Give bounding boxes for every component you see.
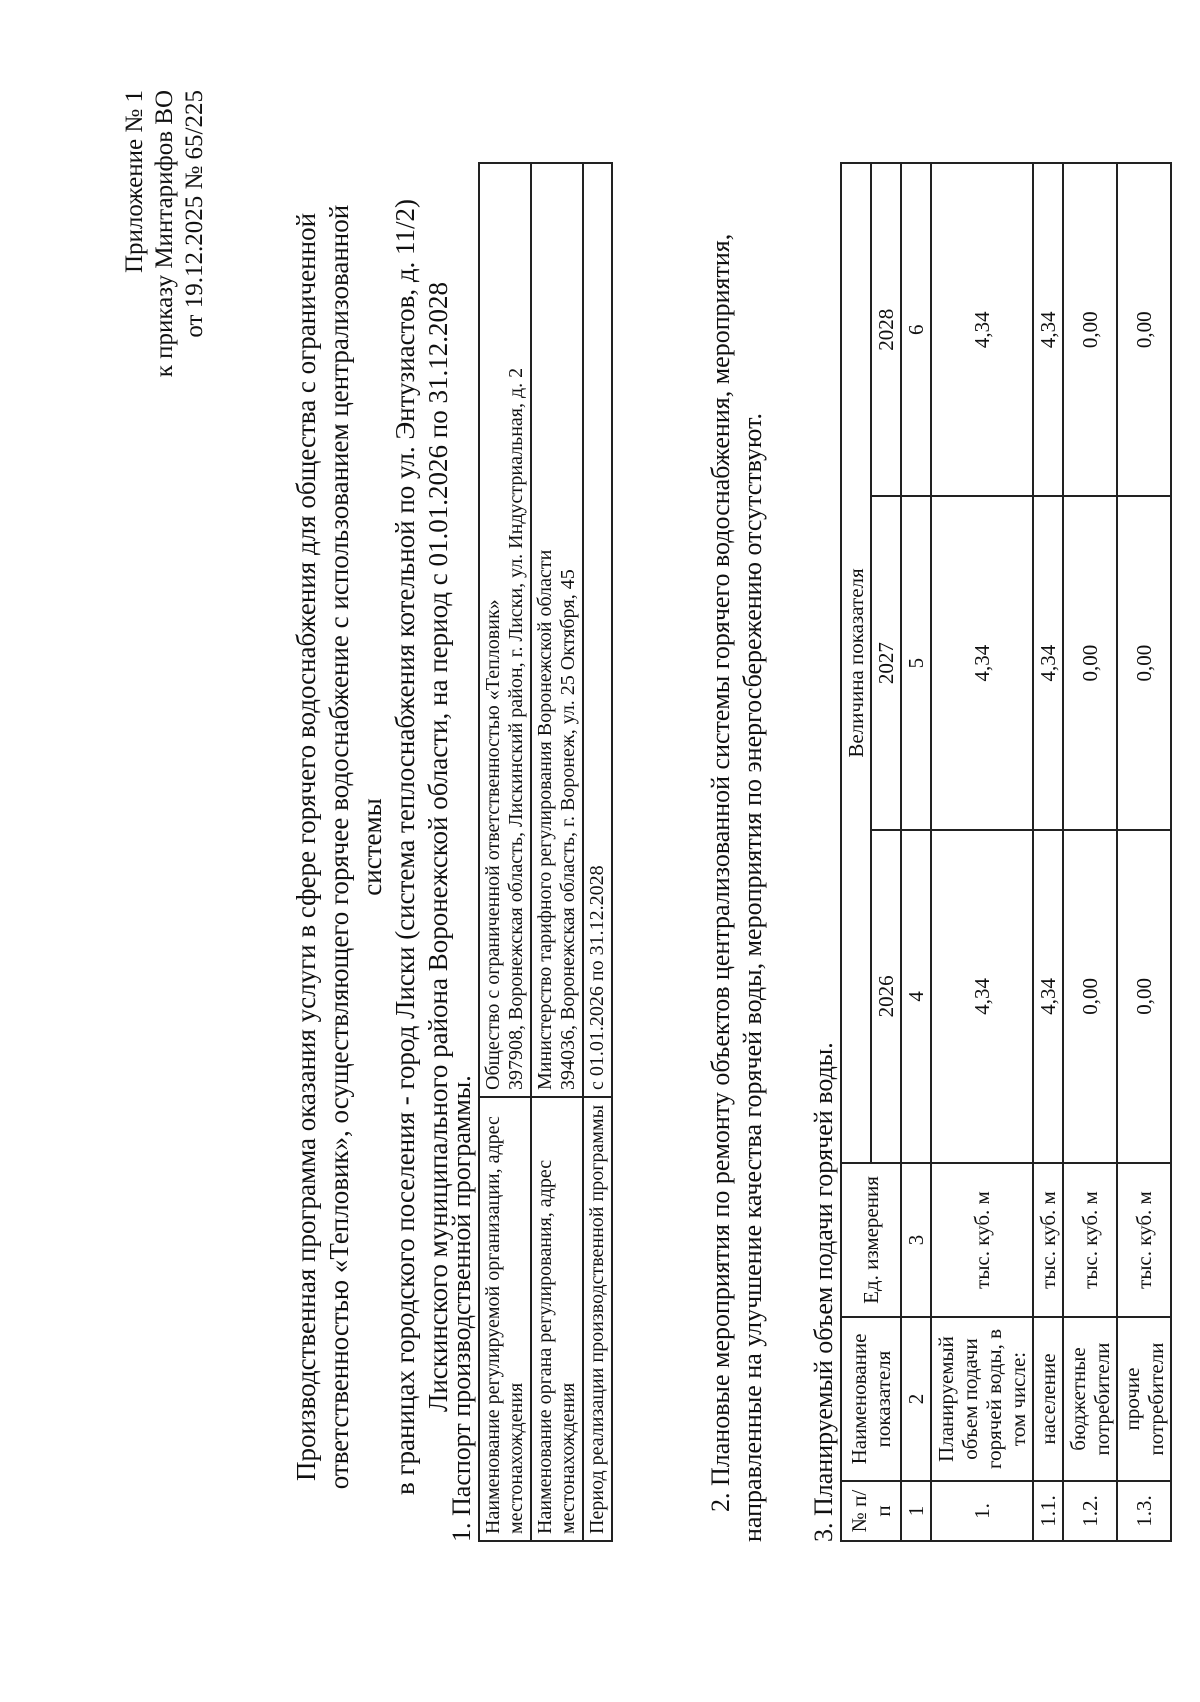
header-year: 2026 <box>871 830 901 1163</box>
row-value: 4,34 <box>1033 163 1063 496</box>
table-row <box>931 163 1033 1541</box>
passport-value-line: с 01.01.2026 по 31.12.2028 <box>586 865 608 1090</box>
volume-table <box>840 162 1172 1542</box>
passport-value-line: 394036, Воронежская область, г. Воронеж, ул. 25 Октября, 45 <box>557 569 579 1090</box>
passport-value <box>583 163 612 1097</box>
row-value: 4,34 <box>1033 496 1063 829</box>
row-value: 0,00 <box>1063 830 1117 1163</box>
row-value: 4,34 <box>931 163 1033 496</box>
row-num: 1. <box>931 1481 1033 1541</box>
passport-value-line: Министерство тарифного регулирования Воронежской области <box>534 549 556 1090</box>
table-row <box>1117 163 1171 1541</box>
table-row <box>583 163 612 1541</box>
row-value: 4,34 <box>1033 830 1063 1163</box>
row-unit: тыс. куб. м <box>931 1163 1033 1317</box>
col-number: 1 <box>901 1481 931 1541</box>
passport-label: Период реализации производственной программы <box>583 1097 612 1541</box>
row-name: население <box>1033 1317 1063 1481</box>
row-name: Планируемый объем подачи горячей воды, в том числе: <box>931 1317 1033 1481</box>
passport-label: Наименование регулируемой организации, адрес местонахождения <box>479 1097 531 1541</box>
row-unit: тыс. куб. м <box>1033 1163 1063 1317</box>
row-num: 1.1. <box>1033 1481 1063 1541</box>
header-name: Наименование показателя <box>841 1317 901 1481</box>
table-row <box>1063 163 1117 1541</box>
passport-table <box>478 162 613 1542</box>
section1-heading: 1. Паспорт производственной программы. <box>447 1075 476 1542</box>
row-value: 4,34 <box>931 830 1033 1163</box>
col-number: 3 <box>901 1163 931 1317</box>
appendix-line-3: от 19.12.2025 № 65/225 <box>181 90 208 338</box>
title-line-2: ответственностью «Тепловик», осуществляющего горячее водоснабжение с использованием централизованной системы <box>324 204 387 1490</box>
row-name: прочие потребители <box>1117 1317 1171 1481</box>
row-value: 4,34 <box>931 496 1033 829</box>
passport-value-line: Общество с ограниченной ответственностью «Тепловик» <box>482 599 504 1090</box>
row-value: 0,00 <box>1117 163 1171 496</box>
header-value-group: Величина показателя <box>841 163 871 1163</box>
row-unit: тыс. куб. м <box>1063 1163 1117 1317</box>
column-number-row <box>901 163 931 1541</box>
header-year: 2027 <box>871 496 901 829</box>
col-number: 2 <box>901 1317 931 1481</box>
col-number: 5 <box>901 496 931 829</box>
col-number: 6 <box>901 163 931 496</box>
section2-text: 2. Плановые мероприятия по ремонту объектов централизованной системы горячего водоснабжения, мероприятия, направленные на улучшение качества горячей воды, мероприятия по энергосбережению отсутствуют. <box>706 233 767 1542</box>
document-title <box>290 172 455 1522</box>
header-num: № п/п <box>841 1481 901 1541</box>
title-line-1: Производственная программа оказания услуги в сфере горячего водоснабжения для общества с ограниченной <box>291 212 321 1482</box>
header-year: 2028 <box>871 163 901 496</box>
title-line-4: Лискинского муниципального района Воронежской области, на период с 01.01.2026 по 31.12.2028 <box>423 282 453 1412</box>
passport-value <box>479 163 531 1097</box>
table-row <box>531 163 583 1541</box>
row-unit: тыс. куб. м <box>1117 1163 1171 1317</box>
table-header-row <box>841 163 871 1541</box>
row-num: 1.3. <box>1117 1481 1171 1541</box>
section3-heading: 3. Планируемый объем подачи горячей воды. <box>809 1042 838 1542</box>
passport-label: Наименование органа регулирования, адрес местонахождения <box>531 1097 583 1541</box>
row-value: 0,00 <box>1117 496 1171 829</box>
passport-value-line: 397908, Воронежская область, Лискинский район, г. Лиски, ул. Индустриальная, д. 2 <box>505 367 527 1090</box>
table-row <box>1033 163 1063 1541</box>
header-unit: Ед. измерения <box>841 1163 901 1317</box>
col-number: 4 <box>901 830 931 1163</box>
table-row <box>479 163 531 1541</box>
row-num: 1.2. <box>1063 1481 1117 1541</box>
row-name: бюджетные потребители <box>1063 1317 1117 1481</box>
row-value: 0,00 <box>1117 830 1171 1163</box>
appendix-note <box>120 90 210 377</box>
title-line-3: в границах городского поселения - город Лиски (система теплоснабжения котельной по ул. Энтузиастов, д. 11/2) <box>390 198 420 1496</box>
appendix-line-2: к приказу Минтарифов ВО <box>151 90 178 378</box>
row-value: 0,00 <box>1063 163 1117 496</box>
passport-value <box>531 163 583 1097</box>
appendix-line-1: Приложение № 1 <box>121 90 148 274</box>
row-value: 0,00 <box>1063 496 1117 829</box>
